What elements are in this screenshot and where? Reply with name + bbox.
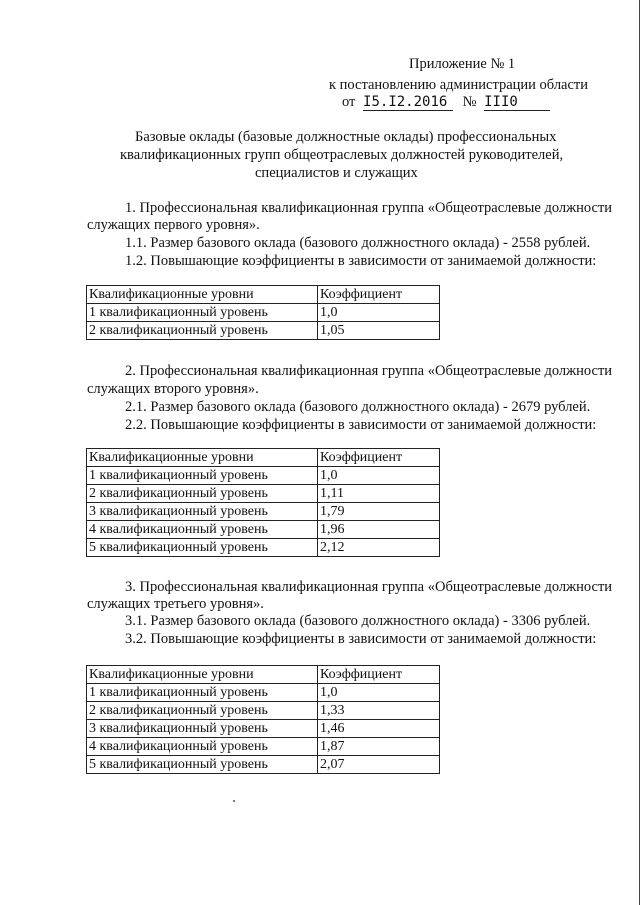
title-line-1: Базовые оклады (базовые должностные оклады) профессиональных [135,129,557,145]
resolution-label: к постановлению администрации области [329,77,589,93]
column-header-levels: Квалификационные уровни [87,666,318,684]
section-2-heading-line-2: служащих второго уровня». [87,381,259,397]
coefficient-cell: 1,87 [318,738,440,756]
level-cell: 2 квалификационный уровень [87,485,318,503]
section-3-coef-heading: 3.2. Повышающие коэффициенты в зависимости от занимаемой должности: [125,631,597,647]
coefficient-cell: 1,0 [318,304,440,322]
section-1-heading-line-2: служащих первого уровня». [87,217,260,233]
resolution-number: III0 [484,95,550,111]
coefficient-cell: 1,11 [318,485,440,503]
table-header-row [87,286,440,304]
coefficient-cell: 1,46 [318,720,440,738]
level-cell: 1 квалификационный уровень [87,684,318,702]
section-2-salary: 2.1. Размер базового оклада (базового должностного оклада) - 2679 рублей. [125,399,591,415]
level-cell: 3 квалификационный уровень [87,503,318,521]
coefficient-cell: 2,07 [318,756,440,774]
column-header-levels: Квалификационные уровни [87,286,318,304]
level-cell: 2 квалификационный уровень [87,702,318,720]
coefficient-cell: 1,0 [318,467,440,485]
level-cell: 3 квалификационный уровень [87,720,318,738]
level-cell: 2 квалификационный уровень [87,322,318,340]
coefficient-cell: 1,0 [318,684,440,702]
number-prefix: № [462,94,477,110]
column-header-coefficient: Коэффициент [318,286,440,304]
level-cell: 4 квалификационный уровень [87,738,318,756]
section-1-coef-heading: 1.2. Повышающие коэффициенты в зависимости от занимаемой должности: [125,253,597,269]
column-header-coefficient: Коэффициент [318,449,440,467]
section-3-heading-line-1: 3. Профессиональная квалификационная группа «Общеотраслевые должности [125,579,613,595]
table-row [87,756,440,774]
table-header-row [87,449,440,467]
table-row [87,684,440,702]
title-line-3: специалистов и служащих [255,165,418,181]
table-row [87,521,440,539]
section-2-coef-heading: 2.2. Повышающие коэффициенты в зависимости от занимаемой должности: [125,417,597,433]
table-row [87,738,440,756]
table-row [87,539,440,557]
coefficient-cell: 1,33 [318,702,440,720]
section-2-table [86,448,440,557]
table-row [87,720,440,738]
date-prefix: от [342,94,356,110]
section-2-heading-line-1: 2. Профессиональная квалификационная группа «Общеотраслевые должности [125,363,613,379]
section-3-salary: 3.1. Размер базового оклада (базового должностного оклада) - 3306 рублей. [125,613,591,629]
table-row [87,702,440,720]
section-1-salary: 1.1. Размер базового оклада (базового должностного оклада) - 2558 рублей. [125,235,591,251]
section-3-table [86,665,440,774]
title-line-2: квалификационных групп общеотраслевых должностей руководителей, [120,147,564,163]
level-cell: 5 квалификационный уровень [87,539,318,557]
column-header-levels: Квалификационные уровни [87,449,318,467]
table-row [87,485,440,503]
level-cell: 1 квалификационный уровень [87,304,318,322]
level-cell: 1 квалификационный уровень [87,467,318,485]
coefficient-cell: 1,96 [318,521,440,539]
coefficient-cell: 1,79 [318,503,440,521]
coefficient-cell: 1,05 [318,322,440,340]
section-1-table [86,285,440,340]
resolution-date-line [342,93,550,111]
resolution-date: I5.I2.2016 [363,95,453,111]
table-row [87,503,440,521]
column-header-coefficient: Коэффициент [318,666,440,684]
table-row [87,322,440,340]
section-3-heading-line-2: служащих третьего уровня». [87,596,264,612]
table-header-row [87,666,440,684]
appendix-label: Приложение № 1 [409,56,516,72]
scan-speck [233,800,235,802]
level-cell: 5 квалификационный уровень [87,756,318,774]
coefficient-cell: 2,12 [318,539,440,557]
section-1-heading-line-1: 1. Профессиональная квалификационная группа «Общеотраслевые должности [125,200,613,216]
table-row [87,467,440,485]
table-row [87,304,440,322]
level-cell: 4 квалификационный уровень [87,521,318,539]
